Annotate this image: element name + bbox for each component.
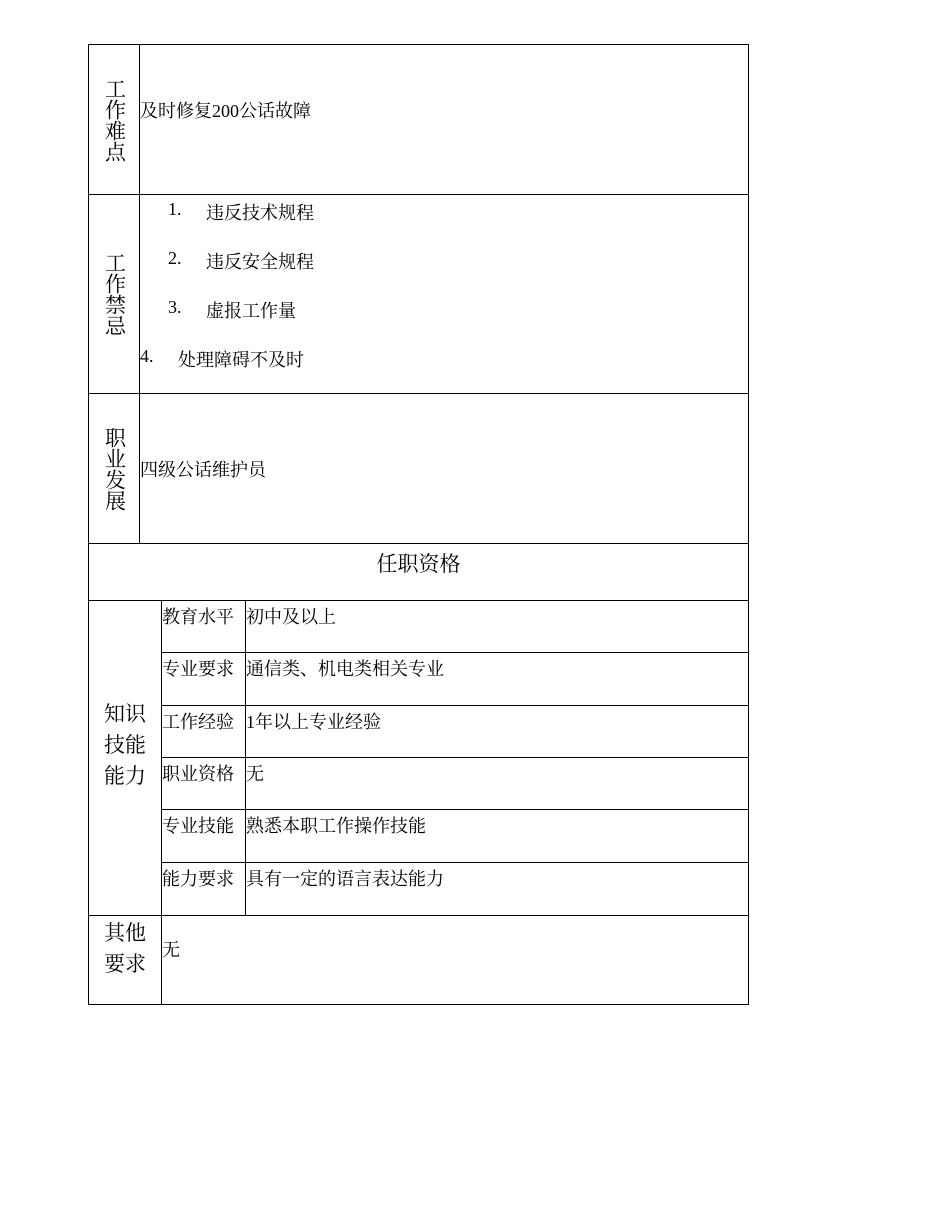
list-item xyxy=(140,248,748,297)
list-item-text: 违反技术规程 xyxy=(206,203,314,223)
list-item xyxy=(140,297,748,346)
work-taboo-list xyxy=(140,195,748,393)
qualification-value: 无 xyxy=(246,763,264,784)
list-item-number: 4. xyxy=(140,346,154,366)
career-development-value: 四级公话维护员 xyxy=(140,459,266,480)
list-item xyxy=(140,346,748,395)
job-description-table xyxy=(88,44,749,1005)
qualification-value: 初中及以上 xyxy=(246,607,336,627)
qualification-value: 熟悉本职工作操作技能 xyxy=(246,816,426,837)
table-row xyxy=(162,653,748,705)
row-other-requirements xyxy=(88,916,749,1005)
row-knowledge-skills xyxy=(88,601,749,916)
other-requirements-text: 无 xyxy=(162,940,180,960)
list-item-number: 2. xyxy=(168,248,182,268)
table-row xyxy=(162,863,748,915)
list-item-text: 虚报工作量 xyxy=(206,301,296,321)
career-development-label: 职业发展 xyxy=(89,394,140,543)
table-row xyxy=(162,706,748,758)
career-development-text xyxy=(140,394,748,543)
list-item-number: 3. xyxy=(168,297,182,317)
qualification-header: 任职资格 xyxy=(88,544,749,601)
table-row xyxy=(162,758,748,810)
work-difficulty-text: 及时修复200公话故障 xyxy=(140,101,311,121)
qualification-value: 具有一定的语言表达能力 xyxy=(246,868,444,889)
table-row xyxy=(162,810,748,862)
qualification-list xyxy=(162,601,748,915)
row-career-development xyxy=(88,394,749,544)
row-work-difficulty xyxy=(88,44,749,195)
table-row xyxy=(162,601,748,653)
list-item-number: 1. xyxy=(168,199,182,219)
qualification-key: 职业资格 xyxy=(162,758,246,809)
qualification-key: 工作经验 xyxy=(162,706,246,757)
list-item-text: 违反安全规程 xyxy=(206,252,314,272)
list-item xyxy=(140,199,748,248)
work-taboo-label: 工作禁忌 xyxy=(89,195,140,393)
work-difficulty-label: 工作难点 xyxy=(89,45,140,194)
qualification-key: 能力要求 xyxy=(162,863,246,915)
qualification-key: 专业要求 xyxy=(162,653,246,704)
list-item-text: 处理障碍不及时 xyxy=(178,350,304,370)
row-work-taboo xyxy=(88,195,749,394)
other-requirements-label: 其他要求 xyxy=(89,916,162,1004)
knowledge-skills-label: 知识技能能力 xyxy=(89,601,162,915)
qualification-value: 通信类、机电类相关专业 xyxy=(246,659,444,680)
qualification-key: 专业技能 xyxy=(162,810,246,861)
qualification-value: 1年以上专业经验 xyxy=(246,711,381,732)
qualification-key: 教育水平 xyxy=(162,601,246,652)
